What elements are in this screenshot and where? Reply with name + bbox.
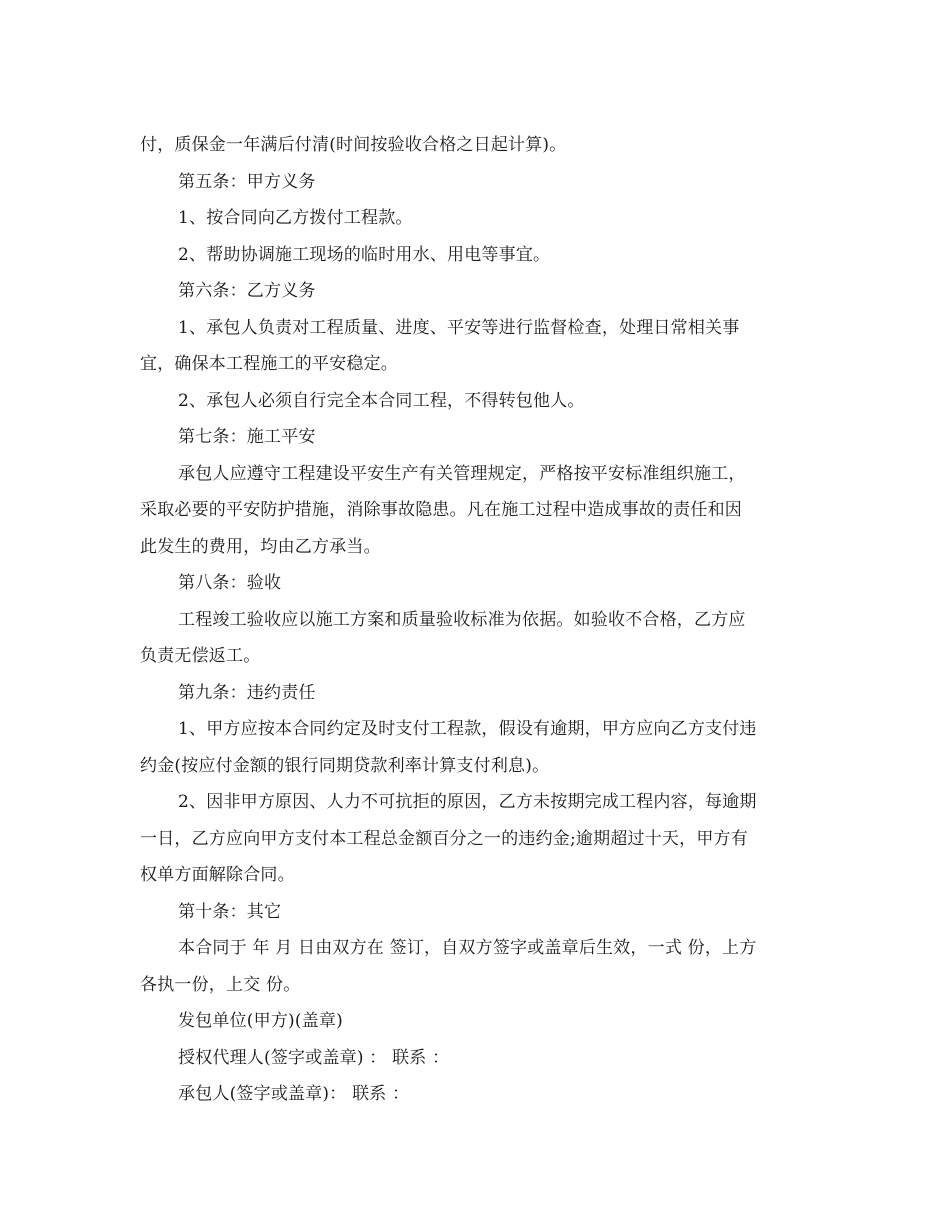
signature-line-party-a: 发包单位(甲方)(盖章) xyxy=(178,1011,343,1031)
section-heading-6: 第六条：乙方义务 xyxy=(178,281,316,301)
section-heading-8: 第八条：验收 xyxy=(178,573,282,593)
signature-line-agent: 授权代理人(签字或盖章) ： 联系 ： xyxy=(178,1047,450,1068)
text-line: 各执一份，上交 份。 xyxy=(140,974,301,995)
text-line: 此发生的费用，均由乙方承当。 xyxy=(140,536,381,557)
text-line: 付，质保金一年满后付清(时间按验收合格之日起计算)。 xyxy=(140,135,567,155)
text-line: 1、按合同向乙方拨付工程款。 xyxy=(178,208,413,228)
text-line: 采取必要的平安防护措施，消除事故隐患。凡在施工过程中造成事故的责任和因 xyxy=(140,500,742,520)
section-heading-7: 第七条：施工平安 xyxy=(178,427,316,447)
section-heading-10: 第十条：其它 xyxy=(178,901,282,922)
text-line: 一日，乙方应向甲方支付本工程总金额百分之一的违约金;逾期超过十天，甲方有 xyxy=(140,828,748,849)
text-line: 约金(按应付金额的银行同期贷款利率计算支付利息)。 xyxy=(140,755,550,776)
text-line: 权单方面解除合同。 xyxy=(140,865,295,885)
text-line: 负责无偿返工。 xyxy=(140,646,261,666)
signature-line-contractor: 承包人(签字或盖章)： 联系 ： xyxy=(178,1084,410,1104)
text-line: 1、甲方应按本合同约定及时支付工程款，假设有逾期，甲方应向乙方支付违 xyxy=(178,719,757,739)
text-line: 宜，确保本工程施工的平安稳定。 xyxy=(140,354,398,374)
section-heading-9: 第九条：违约责任 xyxy=(178,682,316,703)
text-line: 1、承包人负责对工程质量、进度、平安等进行监督检查，处理日常相关事 xyxy=(178,317,740,338)
text-line: 2、承包人必须自行完全本合同工程，不得转包他人。 xyxy=(178,390,585,411)
section-heading-5: 第五条：甲方义务 xyxy=(178,171,316,192)
text-line: 承包人应遵守工程建设平安生产有关管理规定，严格按平安标准组织施工， xyxy=(178,463,746,484)
text-line: 工程竣工验收应以施工方案和质量验收标准为依据。如验收不合格，乙方应 xyxy=(178,609,746,630)
text-line: 2、因非甲方原因、人力不可抗拒的原因，乙方未按期完成工程内容，每逾期 xyxy=(178,792,757,812)
text-line: 本合同于 年 月 日由双方在 签订，自双方签字或盖章后生效，一式 份，上方 xyxy=(178,938,757,958)
document-page xyxy=(140,127,808,1113)
text-line: 2、帮助协调施工现场的临时用水、用电等事宜。 xyxy=(178,244,551,265)
